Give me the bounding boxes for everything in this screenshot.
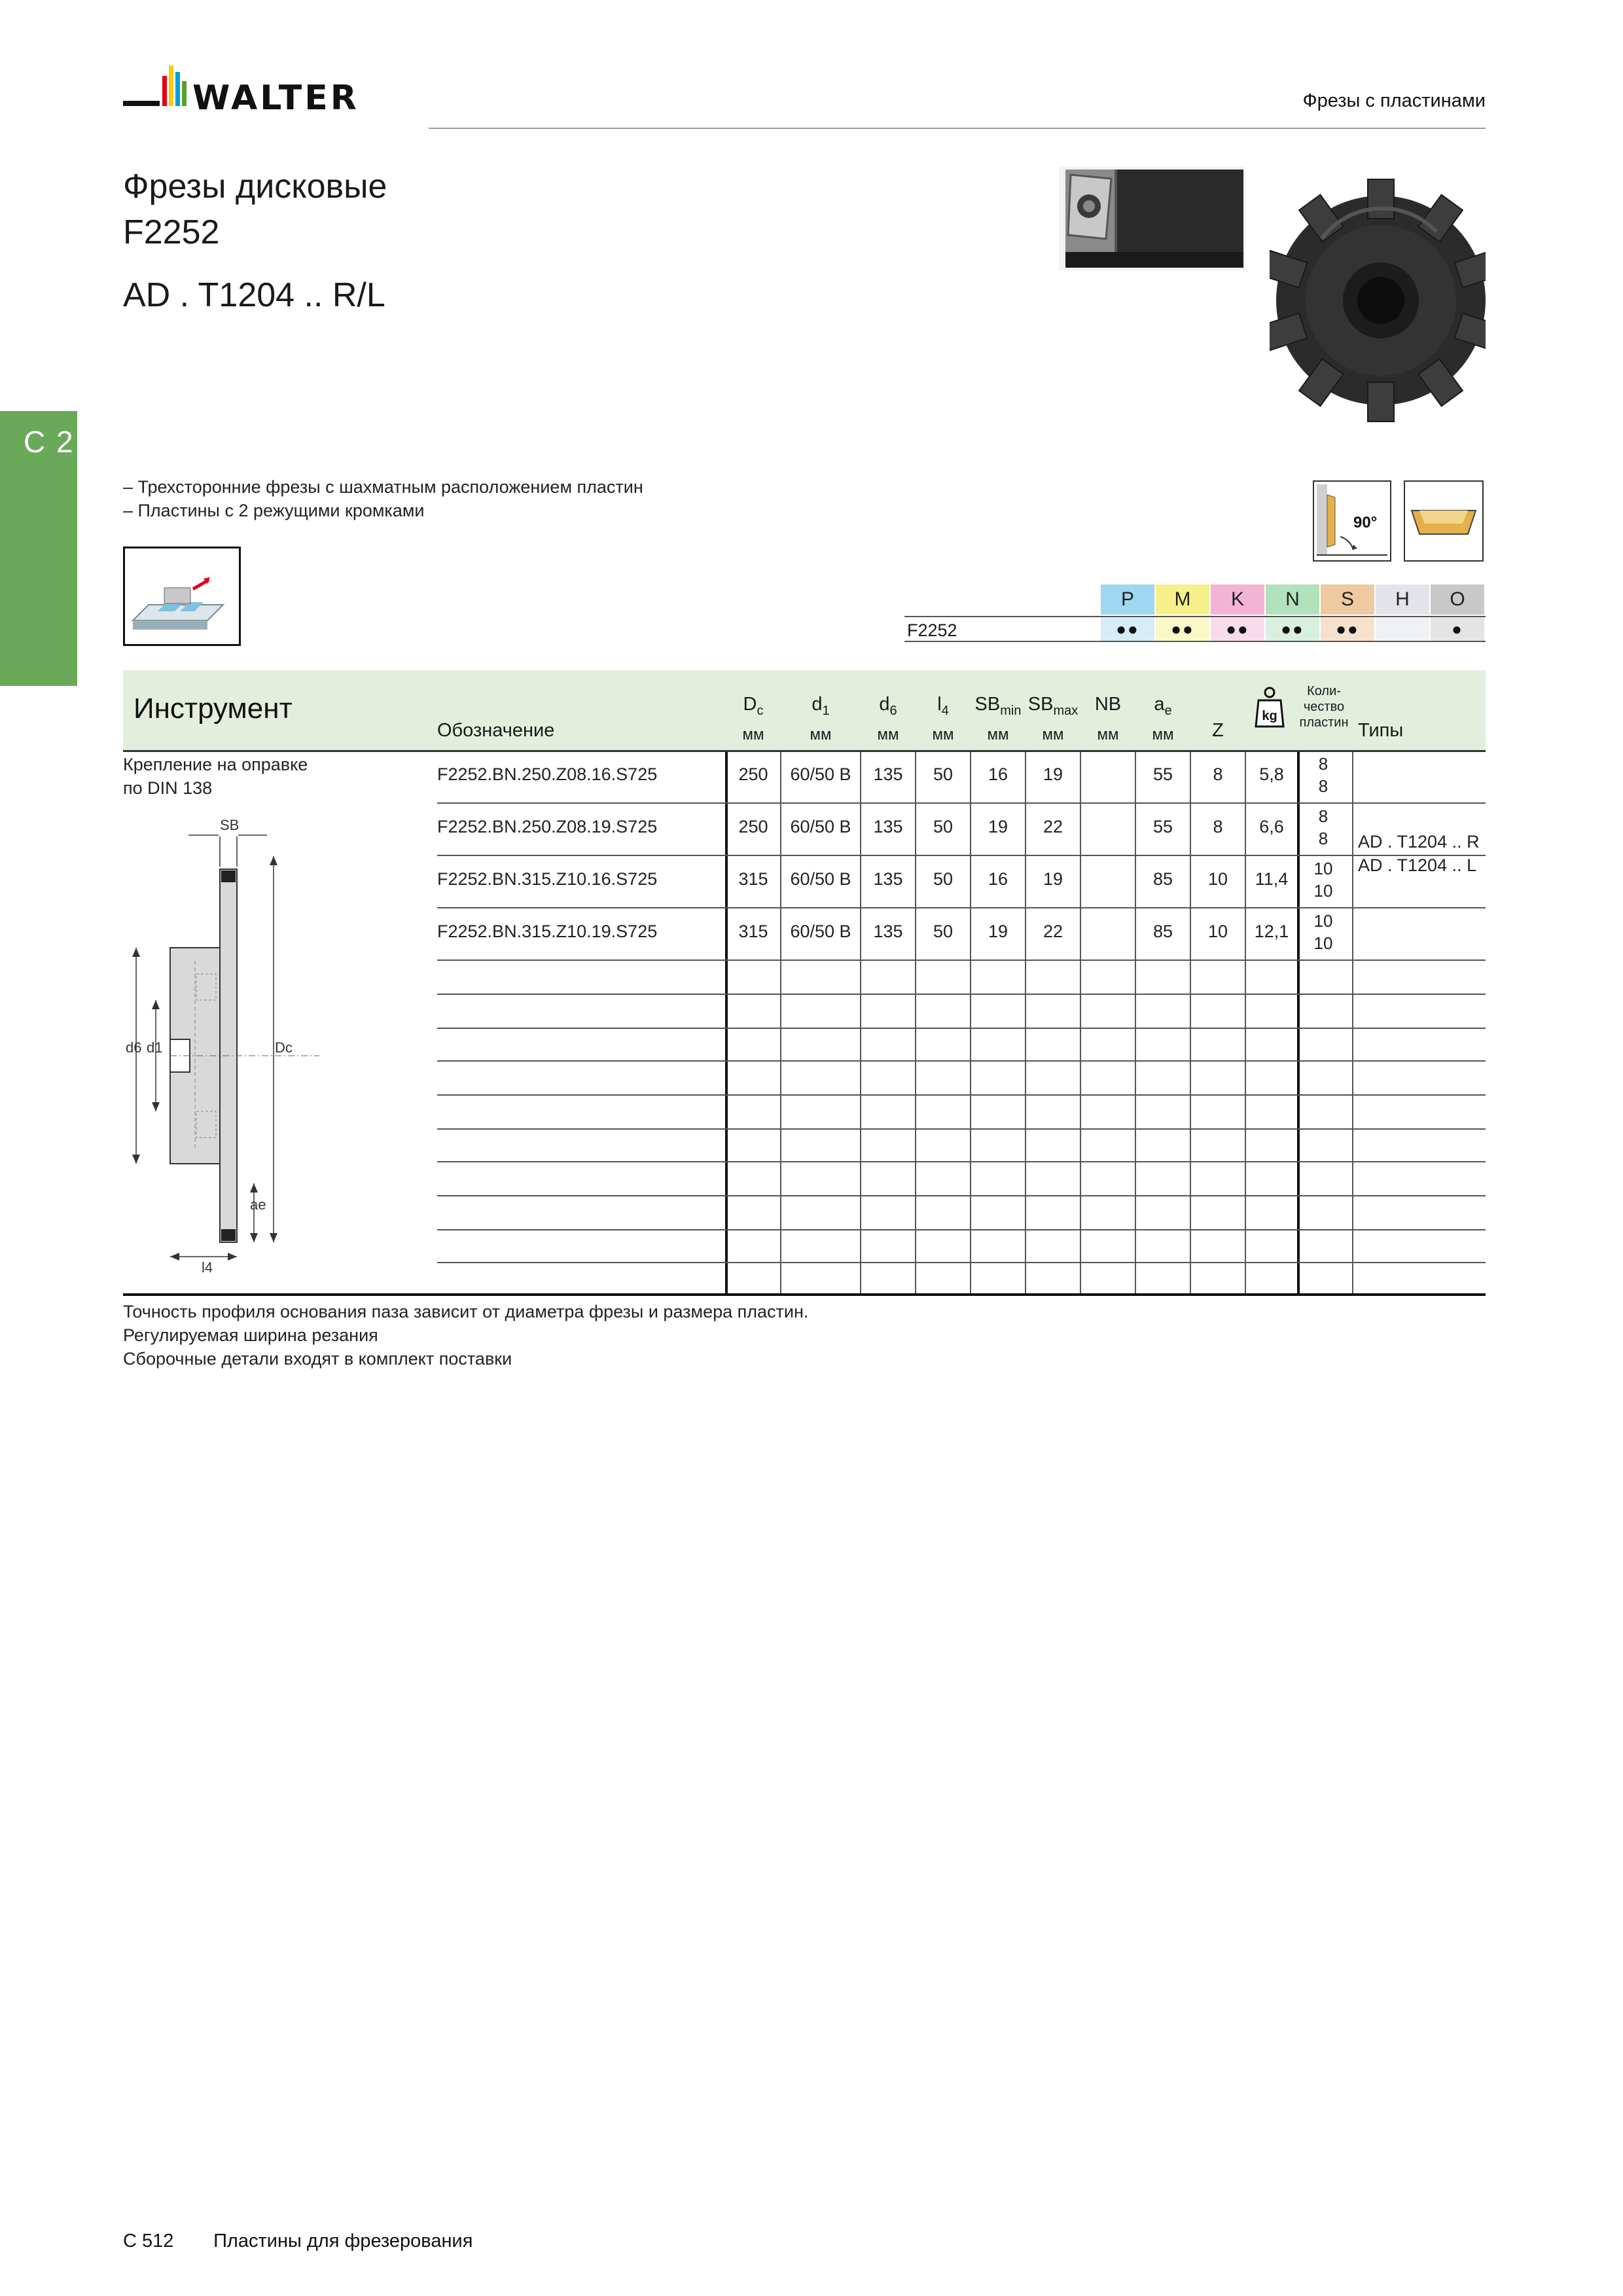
row-line bbox=[437, 960, 1486, 961]
footnote: Точность профиля основания паза зависит от диаметра фрезы и размера пластин. bbox=[123, 1302, 809, 1321]
cell-d6: 135 bbox=[873, 764, 903, 784]
cell-dc: 250 bbox=[738, 764, 768, 784]
row-line bbox=[437, 907, 1486, 908]
row-line bbox=[437, 1060, 1486, 1062]
cell-l4: 50 bbox=[933, 869, 954, 889]
row-line bbox=[437, 1128, 1486, 1130]
column-header-dc: $D_c$ мм bbox=[742, 694, 764, 744]
footnote: Регулируемая ширина резания bbox=[123, 1325, 378, 1345]
cell-sbmin: 19 bbox=[988, 922, 1008, 941]
walter-logo bbox=[123, 63, 404, 118]
page-number: C 512 bbox=[123, 2231, 174, 2251]
grid-line bbox=[1352, 750, 1353, 1295]
column-header-ae: $a_e$ мм bbox=[1152, 694, 1174, 744]
column-header-weight bbox=[1246, 685, 1293, 740]
cell-insert-qty: 8 8 bbox=[1318, 806, 1329, 848]
row-line bbox=[437, 1229, 1486, 1230]
dim-label-ae: ae bbox=[250, 1196, 266, 1213]
cell-weight: 6,6 bbox=[1259, 817, 1284, 836]
suitability-o: ● bbox=[1431, 617, 1484, 641]
page-footer bbox=[123, 2231, 473, 2252]
dim-label-sb: SB bbox=[220, 817, 240, 833]
cell-d6: 135 bbox=[873, 869, 903, 889]
suitability-m: ●● bbox=[1156, 617, 1209, 641]
cell-ae: 55 bbox=[1152, 764, 1173, 784]
cell-weight: 11,4 bbox=[1255, 869, 1289, 889]
material-row-f2252 bbox=[904, 616, 1486, 642]
suitability-p: ●● bbox=[1101, 617, 1154, 641]
suitability-s: ●● bbox=[1321, 617, 1374, 641]
row-line bbox=[437, 855, 1486, 856]
cell-sbmin: 19 bbox=[988, 817, 1008, 836]
feature-item: – Трехсторонние фрезы с шахматным расположением пластин bbox=[123, 477, 643, 497]
slot-milling-operation-icon bbox=[123, 547, 241, 646]
cell-d1: 60/50 B bbox=[790, 922, 851, 941]
title-block bbox=[123, 164, 387, 318]
cell-d6: 135 bbox=[873, 922, 903, 941]
material-group-o: O bbox=[1431, 584, 1484, 615]
cell-ae: 55 bbox=[1152, 817, 1173, 836]
grid-line bbox=[1080, 750, 1081, 1295]
suitability-n: ●● bbox=[1266, 617, 1319, 641]
cell-weight: 5,8 bbox=[1259, 764, 1284, 784]
chapter-tab-label: C 2 bbox=[24, 425, 75, 459]
cell-l4: 50 bbox=[933, 922, 954, 941]
dim-label-d1: d1 bbox=[147, 1039, 163, 1056]
dim-label-dc: Dc bbox=[275, 1039, 293, 1056]
table-bottom-line bbox=[123, 1293, 1486, 1296]
row-designation: F2252.BN.315.Z10.16.S725 bbox=[437, 869, 658, 889]
row-line bbox=[437, 1195, 1486, 1196]
cell-d1: 60/50 B bbox=[790, 764, 851, 784]
row-line bbox=[437, 1094, 1486, 1096]
insert-photo-image bbox=[1059, 167, 1245, 270]
header-category: Фрезы с пластинами bbox=[1302, 90, 1486, 111]
logo-bars-icon bbox=[123, 63, 188, 114]
cell-l4: 50 bbox=[933, 764, 954, 784]
suitability-k: ●● bbox=[1211, 617, 1264, 641]
column-header-l4: $l_4$ мм bbox=[932, 694, 954, 744]
chapter-tab bbox=[0, 411, 77, 686]
cell-weight: 12,1 bbox=[1254, 922, 1289, 941]
cell-dc: 250 bbox=[738, 817, 768, 836]
page-subtitle-code: F2252 bbox=[123, 213, 220, 251]
cell-sbmin: 16 bbox=[988, 764, 1008, 784]
material-group-header bbox=[1101, 584, 1486, 615]
column-header-z: Z bbox=[1212, 720, 1224, 741]
column-header-insert-qty bbox=[1294, 683, 1353, 730]
row-designation: F2252.BN.315.Z10.19.S725 bbox=[437, 922, 658, 941]
page-title: Фрезы дисковые bbox=[123, 168, 387, 206]
material-group-p: P bbox=[1101, 584, 1154, 615]
material-group-h: H bbox=[1376, 584, 1429, 615]
suitability-h bbox=[1376, 617, 1429, 641]
row-designation: F2252.BN.250.Z08.16.S725 bbox=[437, 764, 658, 784]
material-row-label: F2252 bbox=[907, 620, 957, 640]
mount-label: Крепление на оправке по DIN 138 bbox=[123, 755, 308, 798]
column-header-sbmax: $SB_{max}$ мм bbox=[1027, 694, 1079, 744]
cell-z: 10 bbox=[1207, 869, 1228, 889]
header-bottom-line bbox=[123, 750, 1486, 752]
row-line bbox=[437, 1028, 1486, 1029]
qty-header-text: Коли- чество пластин bbox=[1299, 684, 1349, 730]
disc-cutter-photo-image bbox=[1270, 160, 1486, 448]
material-group-k: K bbox=[1211, 584, 1264, 615]
page-subtitle-insert: AD . T1204 .. R/L bbox=[123, 276, 385, 314]
cell-insert-qty: 10 10 bbox=[1313, 911, 1333, 953]
column-header-d1: $d_1$ мм bbox=[810, 694, 832, 744]
cell-z: 8 bbox=[1213, 817, 1223, 836]
table-title: Инструмент bbox=[134, 692, 293, 725]
column-header-sbmin: $SB_{min}$ мм bbox=[974, 694, 1022, 744]
weight-kg-icon bbox=[1253, 685, 1286, 730]
compatible-insert-types bbox=[1358, 830, 1480, 877]
row-line bbox=[437, 1262, 1486, 1263]
logo-text: WALTER bbox=[192, 79, 359, 118]
cell-sbmax: 19 bbox=[1043, 869, 1063, 889]
cell-insert-qty: 10 10 bbox=[1313, 859, 1333, 901]
dim-label-l4: l4 bbox=[202, 1259, 213, 1275]
column-header-designation: Обозначение bbox=[437, 720, 555, 741]
cell-dc: 315 bbox=[738, 869, 768, 889]
material-group-m: M bbox=[1156, 584, 1209, 615]
cell-d1: 60/50 B bbox=[790, 817, 851, 836]
cell-z: 10 bbox=[1207, 922, 1228, 941]
cell-sbmax: 22 bbox=[1043, 922, 1063, 941]
row-designation: F2252.BN.250.Z08.19.S725 bbox=[437, 817, 658, 836]
footer-section: Пластины для фрезерования bbox=[213, 2231, 473, 2251]
material-group-n: N bbox=[1266, 584, 1319, 615]
cell-z: 8 bbox=[1213, 764, 1223, 784]
cell-ae: 85 bbox=[1152, 922, 1173, 941]
feature-item: – Пластины с 2 режущими кромками bbox=[123, 501, 425, 520]
cutting-angle-90-icon bbox=[1313, 480, 1391, 562]
cell-sbmin: 16 bbox=[988, 869, 1008, 889]
angle-value: 90° bbox=[1353, 514, 1378, 531]
cell-dc: 315 bbox=[738, 922, 768, 941]
column-header-nb: NB мм bbox=[1094, 694, 1122, 744]
row-line bbox=[437, 1161, 1486, 1162]
material-group-s: S bbox=[1321, 584, 1374, 615]
row-line bbox=[437, 994, 1486, 995]
cell-sbmax: 22 bbox=[1043, 817, 1063, 836]
insert-shape-icon bbox=[1404, 480, 1484, 562]
dim-label-d6: d6 bbox=[126, 1039, 142, 1056]
cell-d6: 135 bbox=[873, 817, 903, 836]
footnote: Сборочные детали входят в комплект поставки bbox=[123, 1349, 512, 1369]
cell-ae: 85 bbox=[1152, 869, 1173, 889]
row-line bbox=[437, 802, 1486, 804]
angle-diagram-icon bbox=[1314, 482, 1390, 560]
cell-insert-qty: 8 8 bbox=[1318, 754, 1329, 796]
column-header-types: Типы bbox=[1358, 720, 1404, 741]
cutter-cross-section-drawing bbox=[123, 817, 319, 1275]
insert-type: AD . T1204 .. R bbox=[1358, 832, 1480, 852]
footnotes bbox=[123, 1300, 808, 1371]
header-divider bbox=[429, 128, 1486, 129]
column-header-d6: $d_6$ мм bbox=[877, 694, 899, 744]
cell-sbmax: 19 bbox=[1043, 764, 1063, 784]
svg-text:kg: kg bbox=[1262, 709, 1277, 723]
cell-d1: 60/50 B bbox=[790, 869, 851, 889]
feature-list bbox=[123, 475, 643, 522]
insert-type: AD . T1204 .. L bbox=[1358, 855, 1477, 875]
cell-l4: 50 bbox=[933, 817, 954, 836]
